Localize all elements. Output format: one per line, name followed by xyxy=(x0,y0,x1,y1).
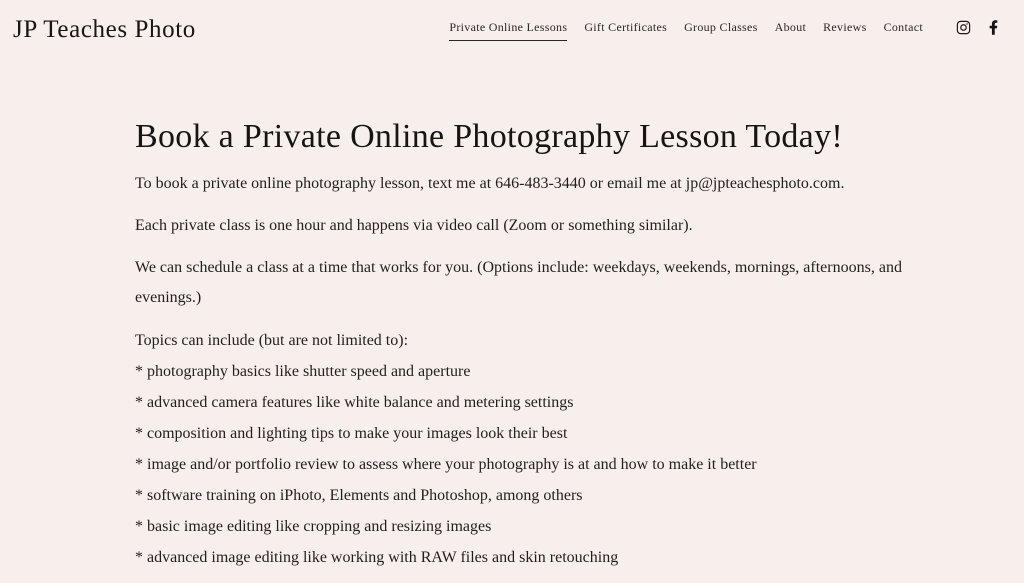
nav-item-gift-certificates[interactable]: Gift Certificates xyxy=(584,19,668,34)
scheduling-paragraph: We can schedule a class at a time that works for you. (Options include: weekdays, weekends, mornings, afternoons, and evenings.) xyxy=(135,259,902,306)
topic-item: * software training on iPhoto, Elements and Photoshop, among others xyxy=(135,487,583,504)
topic-item: * basic image editing like cropping and resizing images xyxy=(135,518,492,535)
class-format-paragraph: Each private class is one hour and happens via video call (Zoom or something similar). xyxy=(135,217,693,234)
page-title: Book a Private Online Photography Lesson Today! xyxy=(135,118,843,155)
facebook-icon xyxy=(989,20,998,35)
site-header xyxy=(0,0,1024,58)
topics-intro: Topics can include (but are not limited to): xyxy=(135,332,409,349)
main-nav xyxy=(449,20,998,41)
topic-item: * advanced image editing like working with RAW files and skin retouching xyxy=(135,549,619,566)
social-links xyxy=(956,20,998,41)
facebook-link[interactable] xyxy=(989,20,998,41)
nav-item-contact[interactable]: Contact xyxy=(883,19,923,34)
topics-list xyxy=(135,325,940,573)
site-logo[interactable]: JP Teaches Photo xyxy=(13,16,196,43)
instagram-link[interactable] xyxy=(956,20,971,41)
nav-item-group-classes[interactable]: Group Classes xyxy=(684,19,758,34)
nav-item-reviews[interactable]: Reviews xyxy=(823,19,867,34)
topic-item: * photography basics like shutter speed and aperture xyxy=(135,363,471,380)
instagram-icon xyxy=(956,20,971,35)
nav-item-private-online-lessons[interactable]: Private Online Lessons xyxy=(449,20,567,41)
topic-item: * image and/or portfolio review to assess where your photography is at and how to make it better xyxy=(135,456,757,473)
main-content xyxy=(0,58,940,573)
topic-item: * advanced camera features like white balance and metering settings xyxy=(135,394,574,411)
topic-item: * composition and lighting tips to make your images look their best xyxy=(135,425,568,442)
nav-item-about[interactable]: About xyxy=(774,19,807,34)
intro-paragraph: To book a private online photography lesson, text me at 646-483-3440 or email me at jp@jpteachesphoto.com. xyxy=(135,175,845,192)
